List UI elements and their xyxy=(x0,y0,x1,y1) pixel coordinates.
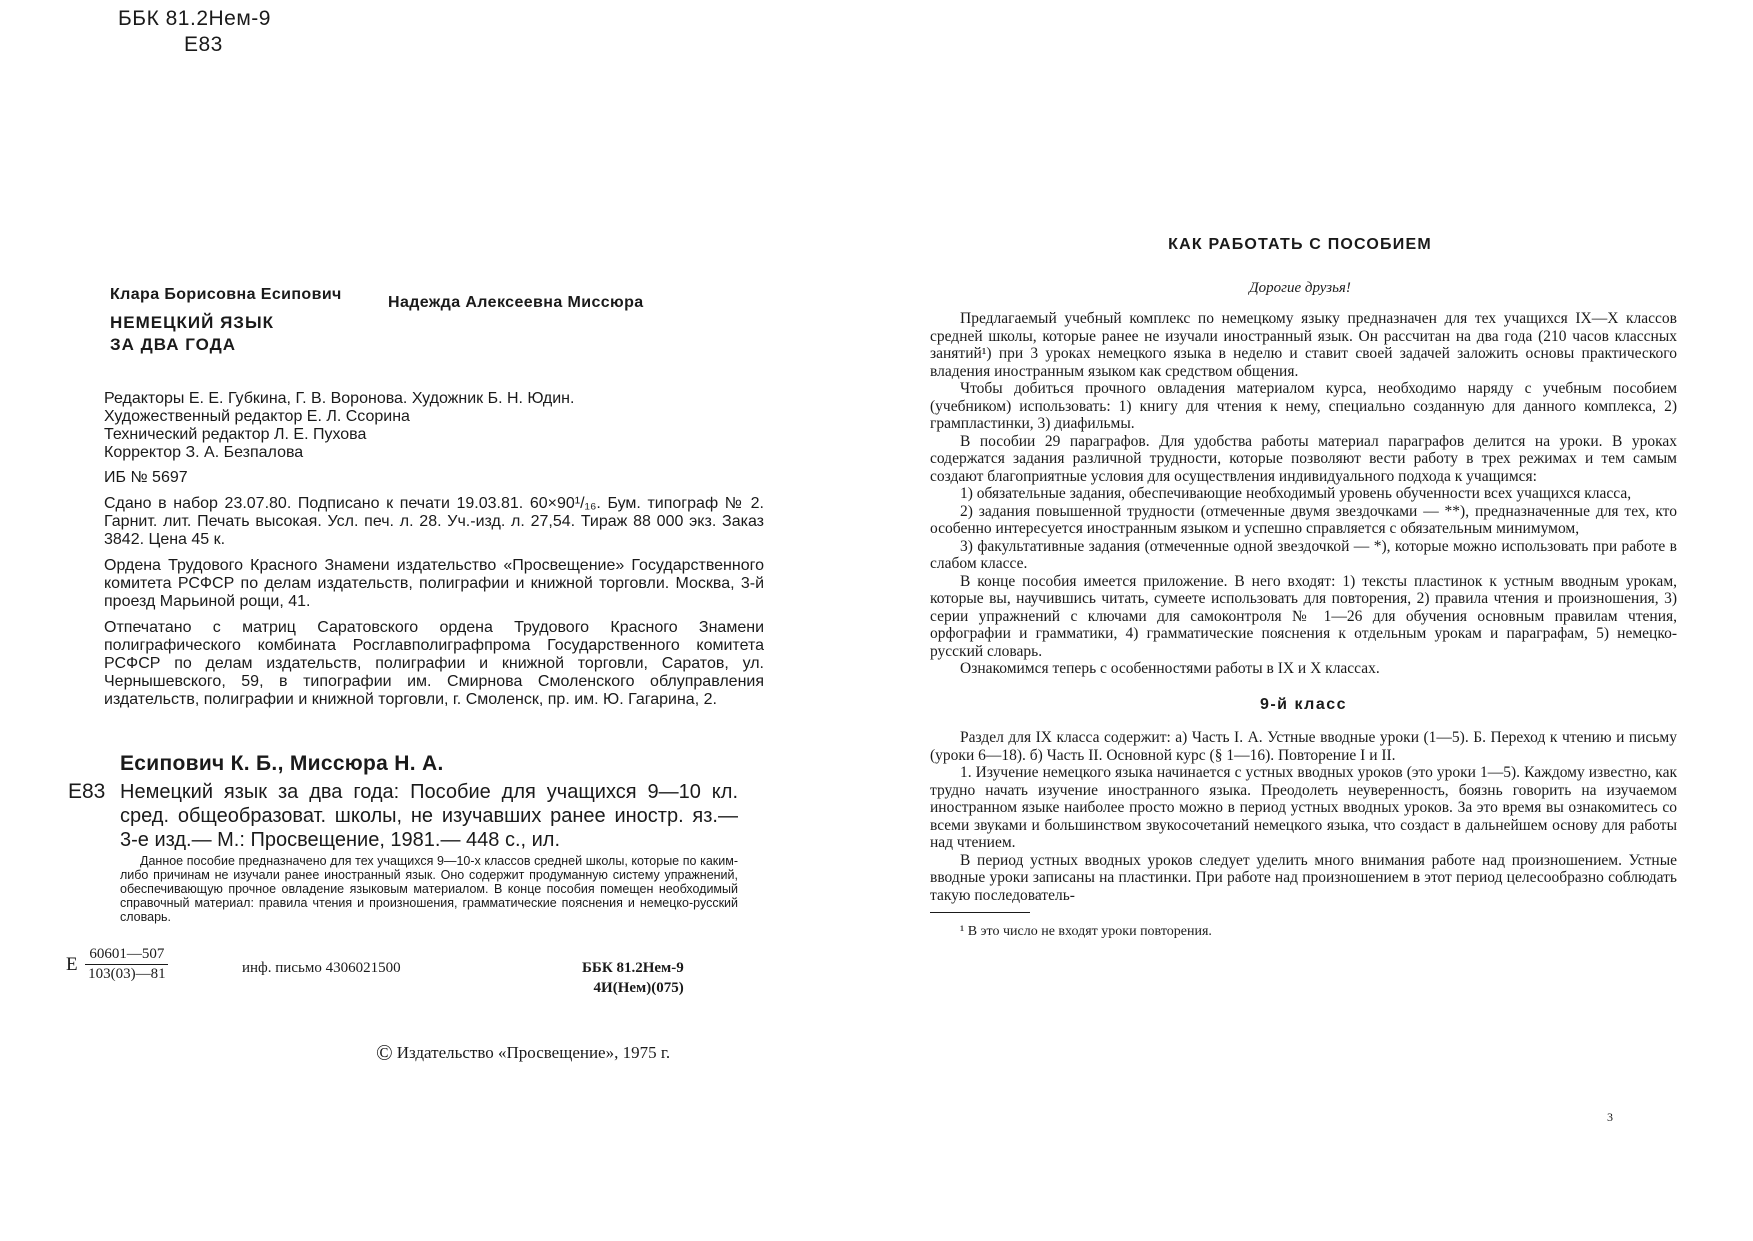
catalog-formula xyxy=(66,946,401,983)
printer-info: Отпечатано с матриц Саратовского ордена Трудового Красного Знамени полиграфического комбината Росглавполиграфпрома Государственного комитета РСФСР по делам издательств, полиграфии и книжной торговли, Саратов, ул. Чернышевского, 59, в типографии им. Смирнова Смоленского облуправления издательств, полиграфии и книжной торговли, г. Смоленск, пр. им. Ю. Гагарина, 2. xyxy=(104,619,764,708)
intro-paragraph: 3) факультативные задания (отмеченные одной звездочкой — *), которые можно использовать при работе в слабом классе. xyxy=(930,537,1677,572)
grade-paragraph: В период устных вводных уроков следует уделить много внимания работе над произношением. Устные вводные уроки записаны на пластинки. При работе над произношением в этот период целесообразно соблюдать такую последователь- xyxy=(930,851,1677,904)
ib-number: ИБ № 5697 xyxy=(104,469,188,486)
intro-paragraph: Чтобы добиться прочного овладения материалом курса, необходимо наряду с учебным пособием (учебником) использовать: 1) книгу для чтения к нему, специально созданную для данного комплекса, 2) грампластинки, 3) диафильмы. xyxy=(930,380,1677,432)
editors-line: Редакторы Е. Е. Губкина, Г. В. Воронова. Художник Б. Н. Юдин. xyxy=(104,390,575,407)
bbk-code: ББК 81.2Нем-9 xyxy=(118,7,271,30)
citation-title: Немецкий язык за два года: Пособие для учащихся 9—10 кл. сред. общеобразоват. школы, не изучавших ранее иностр. яз.— 3-е изд.— М.: Просвещение, 1981.— 448 с., ил. xyxy=(120,781,738,851)
intro-paragraph: В конце пособия имеется приложение. В него входят: 1) тексты пластинок к устным вводным урокам, которые вы, научившись читать, сумеете использовать для повторения, 2) правила чтения и произношения, 3) серии упражнений с ключами для самоконтроля № 1—26 для обучения основным правилам чтения, орфографии и грамматики, 4) грамматические пояснения к отдельным урокам и параграфам, 5) немецко-русский словарь. xyxy=(930,572,1677,660)
intro-paragraph: Предлагаемый учебный комплекс по немецкому языку предназначен для тех учащихся IX—X классов средней школы, которые ранее не изучали иностранный язык. Он рассчитан на два года (210 часов классных занятий¹) при 3 уроках немецкого языка в неделю и ставит своей задачей заложить основы практического владения иностранным языком как средством общения. xyxy=(930,310,1677,380)
formula-denominator: 103(03)—81 xyxy=(88,966,166,982)
tech-editor-line: Технический редактор Л. Е. Пухова xyxy=(104,426,367,443)
print-details: Сдано в набор 23.07.80. Подписано к печати 19.03.81. 60×90¹/₁₆. Бум. типограф № 2. Гарнит. лит. Печать высокая. Усл. печ. л. 28. Уч.-изд. л. 27,54. Тираж 88 000 экз. Заказ 3842. Цена 45 к. xyxy=(104,495,764,548)
section-heading: КАК РАБОТАТЬ С ПОСОБИЕМ xyxy=(1168,236,1432,253)
footnote-divider xyxy=(930,912,1030,913)
page-number: 3 xyxy=(1607,1110,1613,1124)
copyright-line xyxy=(376,1040,670,1066)
bbk-classification-top xyxy=(118,6,271,58)
copyright-text: Издательство «Просвещение», 1975 г. xyxy=(396,1043,671,1062)
introduction-body xyxy=(930,310,1677,941)
right-page-introduction xyxy=(870,0,1753,1241)
book-title-line-1: НЕМЕЦКИЙ ЯЗЫК xyxy=(110,313,274,332)
formula-fraction xyxy=(85,946,168,983)
citation-authors: Есипович К. Б., Миссюра Н. А. xyxy=(120,752,444,775)
intro-paragraph: В пособии 29 параграфов. Для удобства работы материал параграфов делится на уроки. В уроках содержатся задания различной трудности, которые позволяют вести работу в трех режимах и тем самым создают благоприятные условия для осуществления индивидуального подхода к учащимся: xyxy=(930,432,1677,485)
imprint-credits xyxy=(104,390,764,709)
footnote: ¹ В это число не входят уроки повторения. xyxy=(960,924,1212,939)
intro-paragraph: Ознакомимся теперь с особенностями работы в IX и X классах. xyxy=(960,660,1380,677)
grade-paragraph: Раздел для IX класса содержит: а) Часть I. А. Устные вводные уроки (1—5). Б. Переход к чтению и письму (уроки 6—18). б) Часть II. Основной курс (§ 1—16). Повторение I и II. xyxy=(930,729,1677,764)
corrector-line: Корректор З. А. Безпалова xyxy=(104,444,304,461)
bbk-classification-bottom xyxy=(582,958,684,998)
formula-letter: Е xyxy=(66,953,78,975)
author-name-2: Надежда Алексеевна Миссюра xyxy=(388,294,644,311)
copyright-icon: © xyxy=(376,1040,393,1065)
grade-paragraph: 1. Изучение немецкого языка начинается с устных вводных уроков (это уроки 1—5). Каждому известно, как трудно начать изучение иностранного языка. Преодолеть неуверенность, боязнь говорить на изучаемом иностранном языке наиболее просто можно в период устных вводных уроков. За это время вы ознакомитесь со всеми звуками и большинством звукосочетаний немецкого языка, что создаст в дальнейшем основу для работы над чтением. xyxy=(930,764,1677,851)
bbk-bottom-line-1: ББК 81.2Нем-9 xyxy=(582,960,684,976)
author-mark: Е83 xyxy=(184,33,223,56)
book-title xyxy=(110,312,274,356)
citation-annotation: Данное пособие предназначено для тех учащихся 9—10-х классов средней школы, которые по каким-либо причинам не изучали ранее иностранный язык. Оно содержит продуманную систему упражнений, обеспечивающую прочное овладение языковым материалом. В конце пособия помещен необходимый справочный материал: правила чтения и произношения, грамматические пояснения и немецко-русский словарь. xyxy=(120,854,738,924)
formula-numerator: 60601—507 xyxy=(85,946,168,965)
info-letter: инф. письмо 4306021500 xyxy=(242,960,401,976)
book-title-line-2: ЗА ДВА ГОДА xyxy=(110,335,236,354)
grade-subheading: 9-й класс xyxy=(1259,695,1348,713)
citation-code: Е83 xyxy=(68,780,106,803)
art-editor-line: Художественный редактор Е. Л. Ссорина xyxy=(104,408,410,425)
left-page-imprint xyxy=(0,0,870,1241)
greeting: Дорогие друзья! xyxy=(1249,280,1351,296)
intro-paragraph: 2) задания повышенной трудности (отмеченные двумя звездочками — **), предназначенные для тех, кто особенно интересуется иностранным языком и успешно справляется с обязательным минимумом, xyxy=(930,502,1677,537)
bbk-bottom-line-2: 4И(Нем)(075) xyxy=(593,980,684,996)
intro-paragraph: 1) обязательные задания, обеспечивающие необходимый уровень обученности всех учащихся класса, xyxy=(960,485,1632,502)
author-name-1: Клара Борисовна Есипович xyxy=(110,286,342,303)
library-citation xyxy=(68,752,738,924)
publisher-info: Ордена Трудового Красного Знамени издательство «Просвещение» Государственного комитета РСФСР по делам издательств, полиграфии и книжной торговли. Москва, 3-й проезд Марьиной рощи, 41. xyxy=(104,557,764,610)
